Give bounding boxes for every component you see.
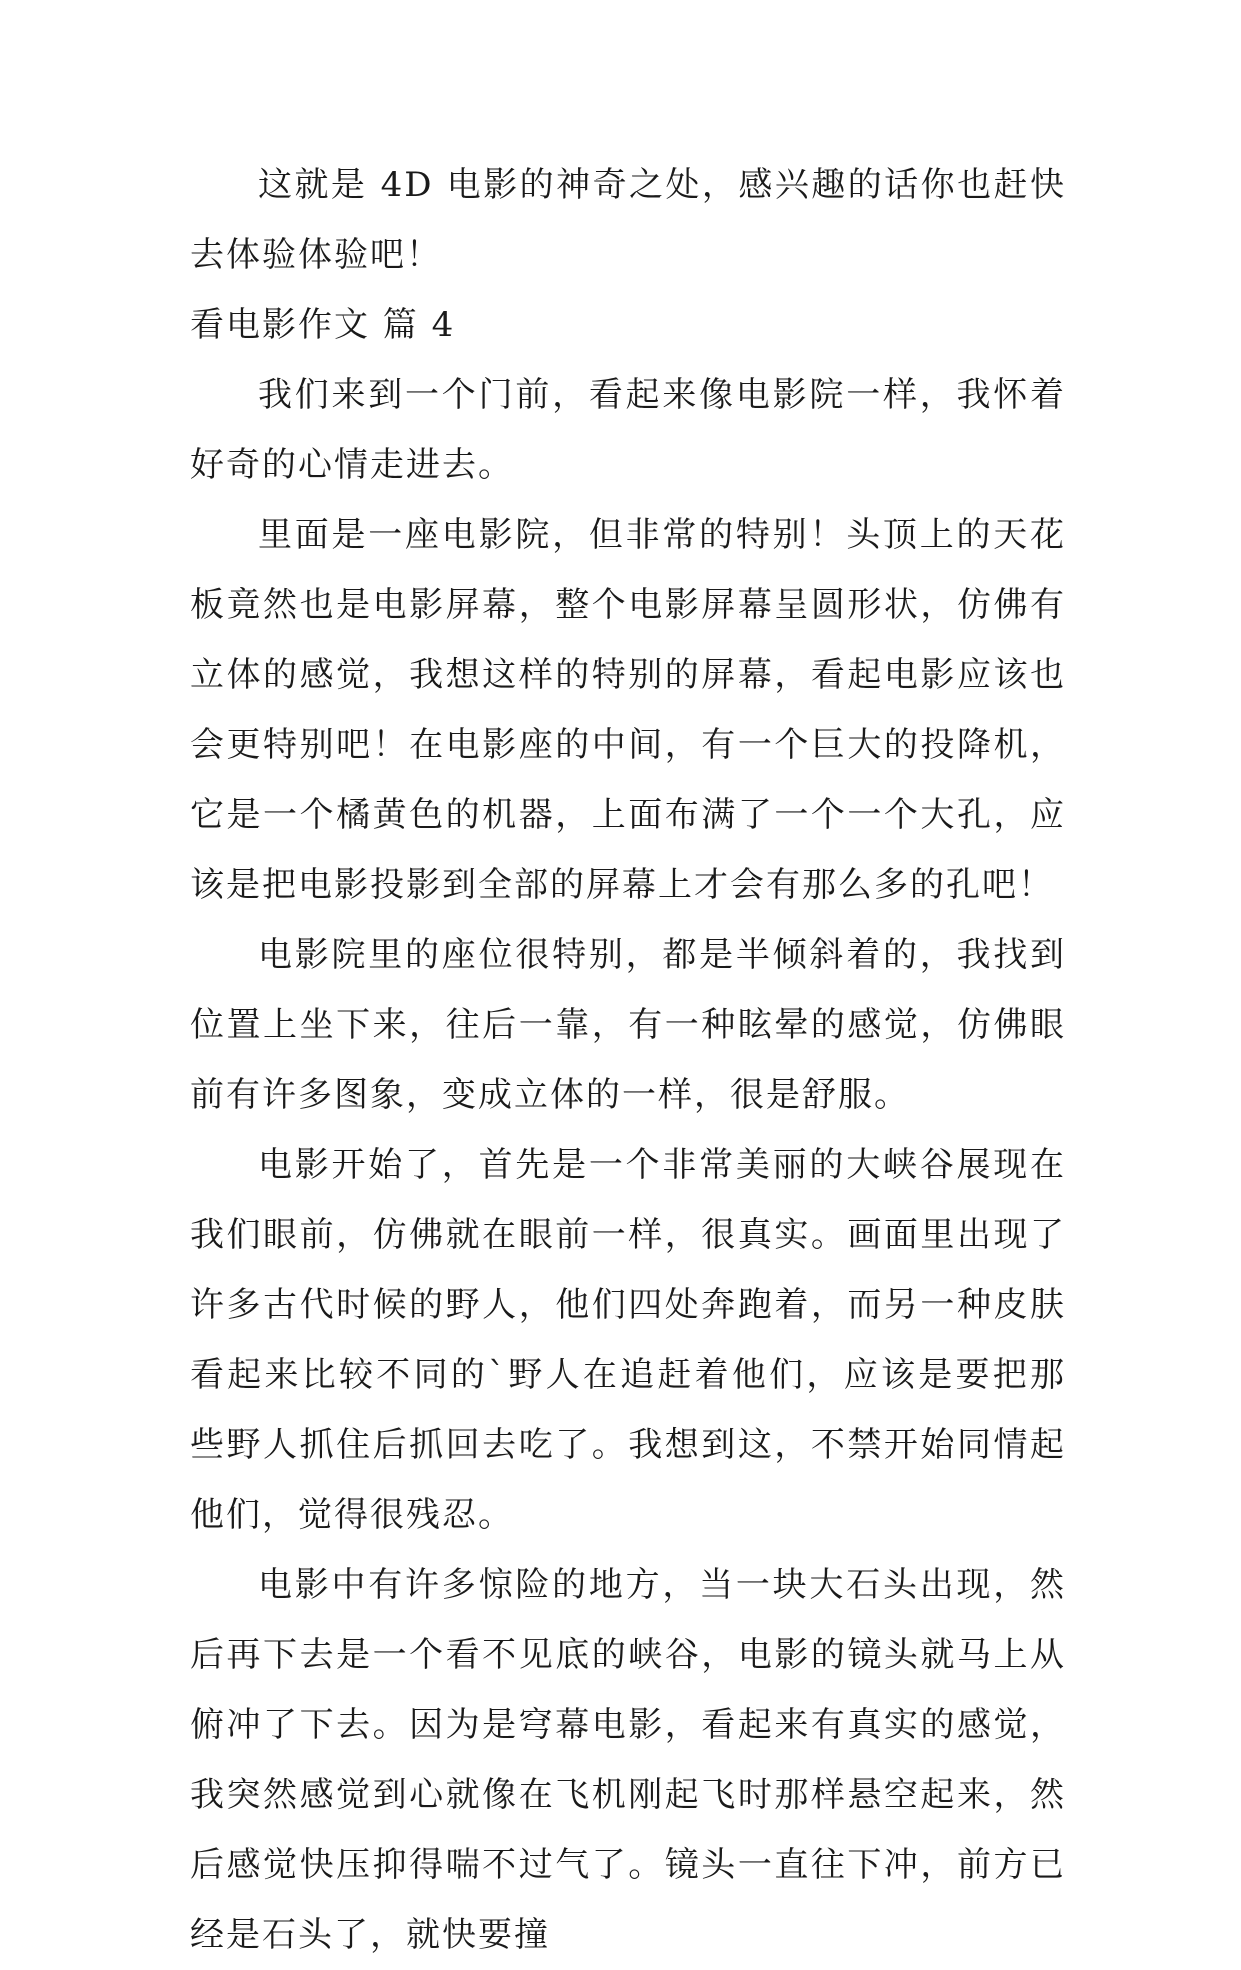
paragraph-3: 电影院里的座位很特别，都是半倾斜着的，我找到位置上坐下来，往后一靠，有一种眩晕的感觉，仿佛眼前有许多图象，变成立体的一样，很是舒服。 <box>190 935 1066 1115</box>
section-heading: 看电影作文 篇 4 <box>190 305 456 345</box>
paragraph-1: 我们来到一个门前，看起来像电影院一样，我怀着好奇的心情走进去。 <box>190 375 1066 485</box>
document-body <box>190 150 1066 1970</box>
paragraph-2: 里面是一座电影院，但非常的特别！头顶上的天花板竟然也是电影屏幕，整个电影屏幕呈圆形状，仿佛有立体的感觉，我想这样的特别的屏幕，看起电影应该也会更特别吧！在电影座的中间，有一个巨大的投降机，它是一个橘黄色的机器，上面布满了一个一个大孔，应该是把电影投影到全部的屏幕上才会有那么多的孔吧！ <box>190 515 1066 905</box>
paragraph-4: 电影开始了，首先是一个非常美丽的大峡谷展现在我们眼前，仿佛就在眼前一样，很真实。画面里出现了许多古代时候的野人，他们四处奔跑着，而另一种皮肤看起来比较不同的`野人在追赶着他们，应该是要把那些野人抓住后抓回去吃了。我想到这，不禁开始同情起他们，觉得很残忍。 <box>190 1145 1066 1535</box>
paragraph-intro: 这就是 4D 电影的神奇之处，感兴趣的话你也赶快去体验体验吧！ <box>190 165 1066 275</box>
paragraph-5: 电影中有许多惊险的地方，当一块大石头出现，然后再下去是一个看不见底的峡谷，电影的镜头就马上从俯冲了下去。因为是穹幕电影，看起来有真实的感觉，我突然感觉到心就像在飞机刚起飞时那样悬空起来，然后感觉快压抑得喘不过气了。镜头一直往下冲，前方已经是石头了，就快要撞 <box>190 1565 1066 1955</box>
